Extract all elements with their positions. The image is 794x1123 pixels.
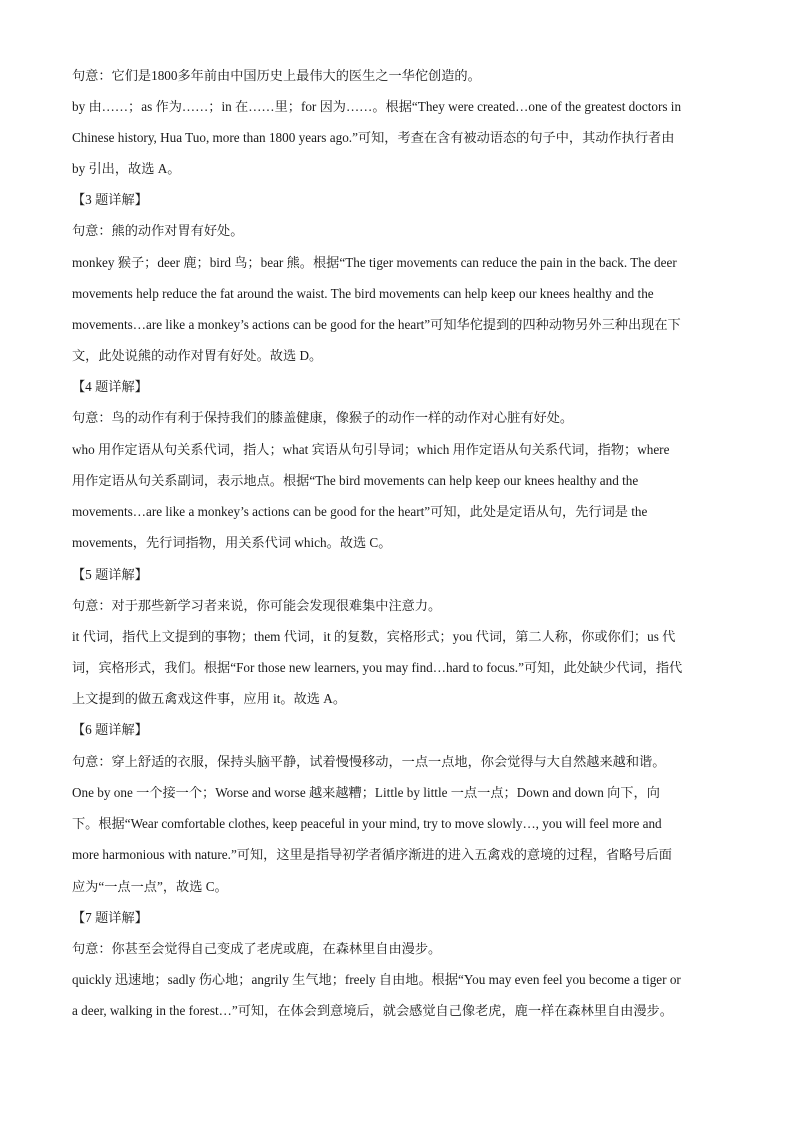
explanation-line: movements，先行词指物，用关系代词 which。故选 C。: [72, 535, 392, 550]
question-6-heading: 【6 题详解】: [72, 722, 148, 737]
explanation-line: by 由……；as 作为……；in 在……里；for 因为……。根据“They were created…one of the greatest doctors in: [72, 99, 682, 114]
explanation-line: Chinese history, Hua Tuo, more than 1800 years ago.”可知，考查在含有被动语态的句子中，其动作执行者由: [72, 130, 675, 145]
explanation-line: more harmonious with nature.”可知，这里是指导初学者循序渐进的进入五禽戏的意境的过程，省略号后面: [72, 847, 672, 862]
explanation-line: One by one 一个接一个；Worse and worse 越来越糟；Little by little 一点一点；Down and down 向下，向: [72, 785, 660, 800]
explanation-line: monkey 猴子；deer 鹿；bird 鸟；bear 熊。根据“The tiger movements can reduce the pain in the back. The deer: [72, 255, 677, 270]
question-4-heading: 【4 题详解】: [72, 379, 148, 394]
explanation-line: by 引出，故选 A。: [72, 161, 181, 176]
explanation-line: movements…are like a monkey’s actions can be good for the heart”可知华佗提到的四种动物另外三种出现在下: [72, 317, 681, 332]
explanation-line: it 代词，指代上文提到的事物；them 代词，it 的复数，宾格形式；you 代词，第二人称，你或你们；us 代: [72, 629, 676, 644]
explanation-line: movements help reduce the fat around the waist. The bird movements can help keep our knees healthy and the: [72, 286, 654, 301]
explanation-line: 应为“一点一点”，故选 C。: [72, 879, 228, 894]
explanation-line: 上文提到的做五禽戏这件事，应用 it。故选 A。: [72, 691, 347, 706]
sentence-meaning-line: 句意：熊的动作对胃有好处。: [72, 223, 244, 238]
sentence-meaning-line: 句意：鸟的动作有利于保持我们的膝盖健康，像猴子的动作一样的动作对心脏有好处。: [72, 410, 574, 425]
explanation-line: a deer, walking in the forest…”可知，在体会到意境后，就会感觉自己像老虎，鹿一样在森林里自由漫步。: [72, 1003, 673, 1018]
explanation-line: 用作定语从句关系副词，表示地点。根据“The bird movements can help keep our knees healthy and the: [72, 473, 639, 488]
explanation-line: movements…are like a monkey’s actions can be good for the heart”可知，此处是定语从句，先行词是 the: [72, 504, 648, 519]
question-7-heading: 【7 题详解】: [72, 910, 148, 925]
sentence-meaning-line: 句意：它们是1800多年前由中国历史上最伟大的医生之一华佗创造的。: [72, 68, 481, 83]
explanation-line: 文，此处说熊的动作对胃有好处。故选 D。: [72, 348, 323, 363]
explanation-line: 下。根据“Wear comfortable clothes, keep peaceful in your mind, try to move slowly…, you will feel more and: [72, 816, 662, 831]
sentence-meaning-line: 句意：穿上舒适的衣服，保持头脑平静，试着慢慢移动，一点一点地，你会觉得与大自然越来越和谐。: [72, 754, 666, 769]
explanation-line: 词，宾格形式，我们。根据“For those new learners, you may find…hard to focus.”可知，此处缺少代词，指代: [72, 660, 683, 675]
explanation-line: who 用作定语从句关系代词，指人；what 宾语从句引导词；which 用作定语从句关系代词，指物；where: [72, 442, 670, 457]
explanation-line: quickly 迅速地；sadly 伤心地；angrily 生气地；freely 自由地。根据“You may even feel you become a tiger or: [72, 972, 681, 987]
question-3-heading: 【3 题详解】: [72, 192, 148, 207]
sentence-meaning-line: 句意：你甚至会觉得自己变成了老虎或鹿，在森林里自由漫步。: [72, 941, 442, 956]
question-5-heading: 【5 题详解】: [72, 567, 148, 582]
sentence-meaning-line: 句意：对于那些新学习者来说，你可能会发现很难集中注意力。: [72, 598, 442, 613]
